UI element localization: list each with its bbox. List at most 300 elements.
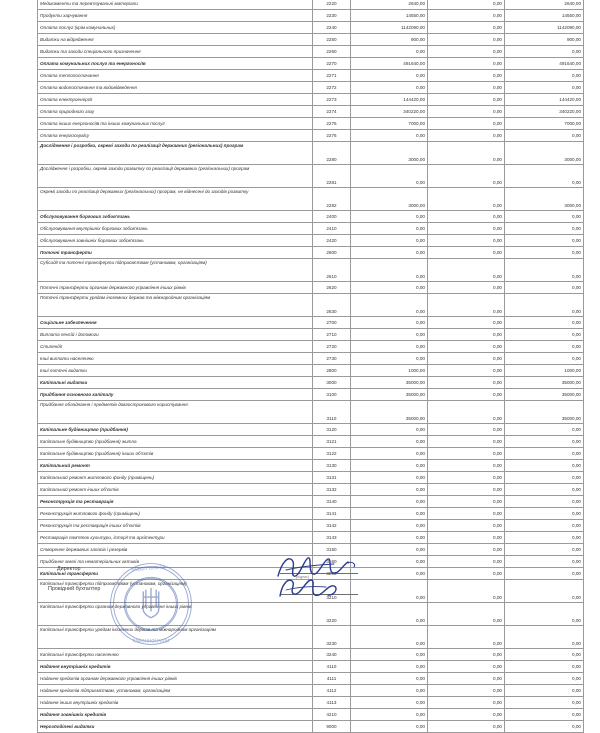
row-item-name: Оплата послуг (крім комунальних) xyxy=(38,22,313,34)
table-row xyxy=(38,22,584,34)
row-amount-1: 1000,00 xyxy=(351,365,428,377)
row-amount-1: 0,00 xyxy=(351,436,428,448)
row-amount-2: 0,00 xyxy=(428,626,505,649)
table-row xyxy=(38,106,584,118)
row-amount-3: 0,00 xyxy=(505,673,584,685)
row-code: 3140 xyxy=(313,496,351,508)
row-amount-3: 35000,00 xyxy=(505,401,584,424)
row-amount-2: 0,00 xyxy=(428,544,505,556)
row-code: 2282 xyxy=(313,188,351,211)
row-amount-1: 35000,00 xyxy=(351,401,428,424)
row-item-name: Медикаменти та перев'язувальні матеріали xyxy=(38,0,313,10)
row-amount-3: 1000,00 xyxy=(505,365,584,377)
row-code: 3130 xyxy=(313,460,351,472)
row-amount-1: 35000,00 xyxy=(351,389,428,401)
row-amount-3: 0,00 xyxy=(505,424,584,436)
table-row xyxy=(38,0,584,10)
row-amount-1: 0,00 xyxy=(351,259,428,282)
table-row xyxy=(38,223,584,235)
row-amount-2: 0,00 xyxy=(428,58,505,70)
row-code: 2700 xyxy=(313,317,351,329)
row-item-name: Капітальне будівництво (придбання) xyxy=(38,424,313,436)
row-item-name: Соціальне забезпечення xyxy=(38,317,313,329)
row-code: 3143 xyxy=(313,532,351,544)
table-row xyxy=(38,424,584,436)
table-row xyxy=(38,472,584,484)
row-amount-3: 0,00 xyxy=(505,508,584,520)
table-row xyxy=(38,673,584,685)
row-item-name: Капітальний ремонт житлового фонду (приміщень) xyxy=(38,472,313,484)
row-amount-2: 0,00 xyxy=(428,353,505,365)
row-amount-3: 0,00 xyxy=(505,709,584,721)
table-row xyxy=(38,341,584,353)
row-amount-2: 0,00 xyxy=(428,496,505,508)
row-amount-1: 0,00 xyxy=(351,472,428,484)
row-code: 3160 xyxy=(313,556,351,568)
row-amount-1: 491640,00 xyxy=(351,58,428,70)
row-item-name: Поточні трансферти органам державного управління інших рівнів xyxy=(38,282,313,294)
row-code: 2274 xyxy=(313,106,351,118)
row-code: 2270 xyxy=(313,58,351,70)
row-code: 2273 xyxy=(313,94,351,106)
row-code: 3230 xyxy=(313,626,351,649)
row-item-name: Капітальні трансферти населенню xyxy=(38,649,313,661)
table-row xyxy=(38,496,584,508)
row-amount-2: 0,00 xyxy=(428,94,505,106)
row-amount-1: 0,00 xyxy=(351,317,428,329)
row-code: 3150 xyxy=(313,544,351,556)
table-row xyxy=(38,544,584,556)
table-row xyxy=(38,82,584,94)
row-code: 2260 xyxy=(313,46,351,58)
row-item-name: Інші поточні видатки xyxy=(38,365,313,377)
table-row xyxy=(38,603,584,626)
row-amount-3: 0,00 xyxy=(505,661,584,673)
row-code: 2250 xyxy=(313,34,351,46)
row-item-name: Обслуговування боргових зобов'язань xyxy=(38,211,313,223)
row-amount-2: 0,00 xyxy=(428,685,505,697)
row-item-name: Стипендії xyxy=(38,341,313,353)
table-row xyxy=(38,626,584,649)
row-amount-3: 0,00 xyxy=(505,235,584,247)
row-code: 2272 xyxy=(313,82,351,94)
row-amount-3: 7000,00 xyxy=(505,118,584,130)
row-amount-1: 0,00 xyxy=(351,165,428,188)
row-amount-2: 0,00 xyxy=(428,118,505,130)
row-amount-3: 0,00 xyxy=(505,448,584,460)
row-code: 2276 xyxy=(313,130,351,142)
row-amount-3: 0,00 xyxy=(505,436,584,448)
table-row xyxy=(38,294,584,317)
row-amount-2: 0,00 xyxy=(428,649,505,661)
table-row xyxy=(38,259,584,282)
row-amount-2: 0,00 xyxy=(428,70,505,82)
row-item-name: Дослідження і розробки, окремі заходи розвитку по реалізації державних (регіональних) програм xyxy=(38,165,313,188)
row-amount-1: 0,00 xyxy=(351,532,428,544)
row-item-name: Створення державних запасів і резервів xyxy=(38,544,313,556)
row-amount-2: 0,00 xyxy=(428,580,505,603)
row-amount-1: 0,00 xyxy=(351,580,428,603)
row-amount-2: 0,00 xyxy=(428,556,505,568)
table-row xyxy=(38,118,584,130)
row-amount-2: 0,00 xyxy=(428,661,505,673)
table-row xyxy=(38,401,584,424)
row-amount-3: 0,00 xyxy=(505,282,584,294)
row-amount-3: 0,00 xyxy=(505,294,584,317)
row-item-name: Оплата водопостачання та водовідведення xyxy=(38,82,313,94)
table-row xyxy=(38,697,584,709)
row-amount-2: 0,00 xyxy=(428,10,505,22)
row-amount-1: 0,00 xyxy=(351,568,428,580)
row-amount-2: 0,00 xyxy=(428,472,505,484)
row-amount-1: 0,00 xyxy=(351,460,428,472)
row-amount-2: 0,00 xyxy=(428,436,505,448)
row-item-name: Придбання обладнання і предметів довгострокового користування xyxy=(38,401,313,424)
row-amount-3: 0,00 xyxy=(505,165,584,188)
row-amount-1: 0,00 xyxy=(351,82,428,94)
row-amount-3: 0,00 xyxy=(505,649,584,661)
row-code: 4210 xyxy=(313,709,351,721)
row-amount-3: 0,00 xyxy=(505,223,584,235)
accountant-signature-ink xyxy=(276,576,356,600)
row-amount-3: 0,00 xyxy=(505,532,584,544)
table-row xyxy=(38,188,584,211)
row-code: 3131 xyxy=(313,472,351,484)
row-amount-1: 3000,00 xyxy=(351,142,428,165)
row-item-name: Реконструкція та реставрація інших об'єктів xyxy=(38,520,313,532)
row-item-name: Реконструкція житлового фонду (приміщень) xyxy=(38,508,313,520)
row-amount-3: 0,00 xyxy=(505,460,584,472)
row-amount-3: 0,00 xyxy=(505,580,584,603)
row-code: 3142 xyxy=(313,520,351,532)
table-row xyxy=(38,709,584,721)
row-item-name: Оплата енергосервісу xyxy=(38,130,313,142)
table-row xyxy=(38,484,584,496)
row-amount-2: 0,00 xyxy=(428,484,505,496)
row-amount-1: 0,00 xyxy=(351,673,428,685)
row-amount-3: 0,00 xyxy=(505,626,584,649)
row-amount-2: 0,00 xyxy=(428,448,505,460)
row-amount-1: 0,00 xyxy=(351,282,428,294)
table-row xyxy=(38,211,584,223)
row-amount-1: 340220,00 xyxy=(351,106,428,118)
row-code: 3000 xyxy=(313,377,351,389)
table-row xyxy=(38,329,584,341)
row-amount-2: 0,00 xyxy=(428,247,505,259)
row-amount-1: 0,00 xyxy=(351,626,428,649)
table-row xyxy=(38,448,584,460)
row-item-name: Капітальні трансферти урядам іноземних держав та міжнародним організаціям xyxy=(38,626,313,649)
row-amount-2: 0,00 xyxy=(428,532,505,544)
row-code: 3200 xyxy=(313,568,351,580)
row-amount-3: 0,00 xyxy=(505,568,584,580)
row-item-name: Поточні трансферти xyxy=(38,247,313,259)
row-amount-2: 0,00 xyxy=(428,211,505,223)
table-row xyxy=(38,685,584,697)
row-amount-3: 2640,00 xyxy=(505,0,584,10)
row-code: 2400 xyxy=(313,211,351,223)
row-item-name: Надання внутрішніх кредитів xyxy=(38,661,313,673)
row-amount-1: 0,00 xyxy=(351,247,428,259)
row-item-name: Реставрація пам'яток культури, історії та архітектури xyxy=(38,532,313,544)
row-amount-2: 0,00 xyxy=(428,0,505,10)
row-amount-1: 0,00 xyxy=(351,329,428,341)
row-code: 3121 xyxy=(313,436,351,448)
row-amount-2: 0,00 xyxy=(428,317,505,329)
row-amount-3: 0,00 xyxy=(505,520,584,532)
row-amount-3: 0,00 xyxy=(505,259,584,282)
row-item-name: Продукти харчування xyxy=(38,10,313,22)
row-code: 3141 xyxy=(313,508,351,520)
row-amount-2: 0,00 xyxy=(428,401,505,424)
table-row xyxy=(38,721,584,733)
row-code: 2620 xyxy=(313,282,351,294)
table-row xyxy=(38,46,584,58)
row-code: 2610 xyxy=(313,259,351,282)
table-row xyxy=(38,235,584,247)
row-amount-1: 0,00 xyxy=(351,70,428,82)
row-item-name: Видатки та заходи спеціального призначення xyxy=(38,46,313,58)
row-amount-1: 0,00 xyxy=(351,46,428,58)
row-amount-3: 0,00 xyxy=(505,353,584,365)
row-item-name: Оплата природного газу xyxy=(38,106,313,118)
table-row xyxy=(38,649,584,661)
row-amount-2: 0,00 xyxy=(428,341,505,353)
row-amount-3: 0,00 xyxy=(505,317,584,329)
row-amount-2: 0,00 xyxy=(428,603,505,626)
signature-caption: (підпис) xyxy=(296,574,310,579)
row-amount-2: 0,00 xyxy=(428,46,505,58)
row-code: 2230 xyxy=(313,10,351,22)
row-amount-2: 0,00 xyxy=(428,424,505,436)
row-amount-2: 0,00 xyxy=(428,142,505,165)
row-item-name: Видатки на відрядження xyxy=(38,34,313,46)
table-row xyxy=(38,460,584,472)
table-row xyxy=(38,130,584,142)
row-amount-2: 0,00 xyxy=(428,130,505,142)
row-amount-3: 340220,00 xyxy=(505,106,584,118)
row-amount-2: 0,00 xyxy=(428,188,505,211)
row-amount-3: 3000,00 xyxy=(505,142,584,165)
row-amount-1: 0,00 xyxy=(351,294,428,317)
row-amount-3: 3000,00 xyxy=(505,188,584,211)
row-amount-2: 0,00 xyxy=(428,259,505,282)
table-row xyxy=(38,247,584,259)
row-item-name: Придбання землі та нематеріальних активів xyxy=(38,556,313,568)
row-code: 2630 xyxy=(313,294,351,317)
row-item-name: Інші виплати населенню xyxy=(38,353,313,365)
table-row xyxy=(38,142,584,165)
table-row xyxy=(38,70,584,82)
row-item-name: Надання зовнішніх кредитів xyxy=(38,709,313,721)
table-row xyxy=(38,317,584,329)
row-amount-2: 0,00 xyxy=(428,82,505,94)
row-amount-1: 0,00 xyxy=(351,424,428,436)
row-amount-1: 0,00 xyxy=(351,520,428,532)
row-code: 3120 xyxy=(313,424,351,436)
row-amount-1: 0,00 xyxy=(351,508,428,520)
row-item-name: Капітальні видатки xyxy=(38,377,313,389)
row-code: 2220 xyxy=(313,0,351,10)
row-item-name: Придбання основного капіталу xyxy=(38,389,313,401)
row-code: 4110 xyxy=(313,661,351,673)
row-amount-2: 0,00 xyxy=(428,721,505,733)
table-row xyxy=(38,10,584,22)
row-code: 2281 xyxy=(313,165,351,188)
row-item-name: Обслуговування зовнішніх боргових зобов'язань xyxy=(38,235,313,247)
row-item-name: Оплата комунальних послуг та енергоносіїв xyxy=(38,58,313,70)
row-amount-2: 0,00 xyxy=(428,294,505,317)
row-amount-2: 0,00 xyxy=(428,22,505,34)
row-amount-2: 0,00 xyxy=(428,282,505,294)
row-amount-1: 0,00 xyxy=(351,448,428,460)
row-code: 2275 xyxy=(313,118,351,130)
row-amount-1: 900,00 xyxy=(351,34,428,46)
row-amount-2: 0,00 xyxy=(428,508,505,520)
accountant-label: Провідний бухгалтер xyxy=(48,586,101,592)
row-amount-3: 0,00 xyxy=(505,603,584,626)
table-row xyxy=(38,436,584,448)
accountant-signature-line xyxy=(280,594,358,595)
table-row xyxy=(38,365,584,377)
row-amount-1: 1142090,00 xyxy=(351,22,428,34)
row-code: 9000 xyxy=(313,721,351,733)
row-amount-2: 0,00 xyxy=(428,235,505,247)
table-row xyxy=(38,34,584,46)
row-amount-1: 0,00 xyxy=(351,603,428,626)
row-code: 4111 xyxy=(313,673,351,685)
row-amount-3: 0,00 xyxy=(505,484,584,496)
table-row xyxy=(38,661,584,673)
row-amount-2: 0,00 xyxy=(428,365,505,377)
row-item-name: Оплата теплопостачання xyxy=(38,70,313,82)
director-label: Директор xyxy=(57,566,81,572)
row-item-name: Виплата пенсій і допомоги xyxy=(38,329,313,341)
row-item-name: Реконструкція та реставрація xyxy=(38,496,313,508)
budget-expense-table xyxy=(37,0,584,733)
row-code: 2420 xyxy=(313,235,351,247)
row-amount-2: 0,00 xyxy=(428,34,505,46)
svg-text:ВІДДІЛ ОСВІТИ: ВІДДІЛ ОСВІТИ xyxy=(131,565,166,573)
row-code: 3122 xyxy=(313,448,351,460)
row-amount-3: 0,00 xyxy=(505,697,584,709)
row-amount-3: 0,00 xyxy=(505,544,584,556)
table-row xyxy=(38,353,584,365)
row-amount-2: 0,00 xyxy=(428,520,505,532)
director-signature-ink xyxy=(272,554,367,580)
row-item-name: Поточні трансферти урядам іноземних держав та міжнародним організаціям xyxy=(38,294,313,317)
row-amount-2: 0,00 xyxy=(428,106,505,118)
row-code: 3100 xyxy=(313,389,351,401)
row-amount-1: 0,00 xyxy=(351,709,428,721)
row-amount-2: 0,00 xyxy=(428,223,505,235)
row-item-name: Надання кредитів підприємствам, установам, організаціям xyxy=(38,685,313,697)
row-code: 3132 xyxy=(313,484,351,496)
row-code: 2410 xyxy=(313,223,351,235)
row-amount-1: 35000,00 xyxy=(351,377,428,389)
row-amount-3: 0,00 xyxy=(505,685,584,697)
svg-text:РАЙОННОЇ РАДИ: РАЙОННОЇ РАДИ xyxy=(132,639,170,645)
row-amount-1: 7000,00 xyxy=(351,118,428,130)
row-amount-1: 0,00 xyxy=(351,556,428,568)
table-row xyxy=(38,508,584,520)
row-amount-1: 0,00 xyxy=(351,685,428,697)
row-code: 2800 xyxy=(313,365,351,377)
row-item-name: Дослідження і розробки, окремі заходи по реалізації державних (регіональних) програм xyxy=(38,142,313,165)
row-amount-1: 144420,00 xyxy=(351,94,428,106)
row-code: 2730 xyxy=(313,353,351,365)
row-item-name: Капітальний ремонт інших об'єктів xyxy=(38,484,313,496)
row-amount-2: 0,00 xyxy=(428,673,505,685)
row-amount-3: 0,00 xyxy=(505,329,584,341)
row-item-name: Капітальні трансферти підприємствам (установам, організаціям) xyxy=(38,580,313,603)
row-code: 2600 xyxy=(313,247,351,259)
row-code: 2710 xyxy=(313,329,351,341)
table-row xyxy=(38,58,584,70)
row-code: 3220 xyxy=(313,603,351,626)
row-item-name: Капітальне будівництво (придбання) інших об'єктів xyxy=(38,448,313,460)
table-row xyxy=(38,520,584,532)
row-amount-1: 2640,00 xyxy=(351,0,428,10)
row-code: 2271 xyxy=(313,70,351,82)
row-item-name: Капітальний ремонт xyxy=(38,460,313,472)
table-row xyxy=(38,377,584,389)
row-code: 3110 xyxy=(313,401,351,424)
table-row xyxy=(38,94,584,106)
row-amount-3: 0,00 xyxy=(505,247,584,259)
row-amount-3: 491640,00 xyxy=(505,58,584,70)
row-amount-2: 0,00 xyxy=(428,377,505,389)
row-amount-1: 0,00 xyxy=(351,649,428,661)
row-amount-1: 0,00 xyxy=(351,341,428,353)
row-item-name: Капітальні трансферти органам державного управління інших рівнів xyxy=(38,603,313,626)
table-row xyxy=(38,282,584,294)
row-amount-2: 0,00 xyxy=(428,389,505,401)
row-amount-1: 0,00 xyxy=(351,496,428,508)
row-amount-3: 0,00 xyxy=(505,46,584,58)
row-item-name: Надання кредитів органам державного управління інших рівнів xyxy=(38,673,313,685)
row-amount-1: 0,00 xyxy=(351,697,428,709)
row-item-name: Обслуговування внутрішніх боргових зобов'язань xyxy=(38,223,313,235)
table-row xyxy=(38,532,584,544)
row-item-name: Капітальне будівництво (придбання) житла xyxy=(38,436,313,448)
row-amount-3: 1142090,00 xyxy=(505,22,584,34)
row-amount-3: 0,00 xyxy=(505,721,584,733)
row-code: 2720 xyxy=(313,341,351,353)
signature-footer xyxy=(0,556,600,600)
director-signature-line xyxy=(280,573,358,574)
row-amount-3: 900,00 xyxy=(505,34,584,46)
row-amount-3: 0,00 xyxy=(505,472,584,484)
row-amount-2: 0,00 xyxy=(428,460,505,472)
row-amount-1: 3000,00 xyxy=(351,188,428,211)
row-amount-2: 0,00 xyxy=(428,329,505,341)
row-item-name: Надання інших внутрішніх кредитів xyxy=(38,697,313,709)
row-amount-2: 0,00 xyxy=(428,697,505,709)
row-amount-1: 0,00 xyxy=(351,721,428,733)
row-item-name: Оплата електроенергії xyxy=(38,94,313,106)
table-body xyxy=(38,0,584,733)
row-amount-2: 0,00 xyxy=(428,568,505,580)
row-amount-2: 0,00 xyxy=(428,165,505,188)
row-amount-1: 0,00 xyxy=(351,130,428,142)
row-amount-3: 0,00 xyxy=(505,341,584,353)
row-amount-1: 0,00 xyxy=(351,544,428,556)
row-code: 4113 xyxy=(313,697,351,709)
row-amount-3: 0,00 xyxy=(505,496,584,508)
row-amount-1: 0,00 xyxy=(351,211,428,223)
row-amount-3: 35000,00 xyxy=(505,377,584,389)
